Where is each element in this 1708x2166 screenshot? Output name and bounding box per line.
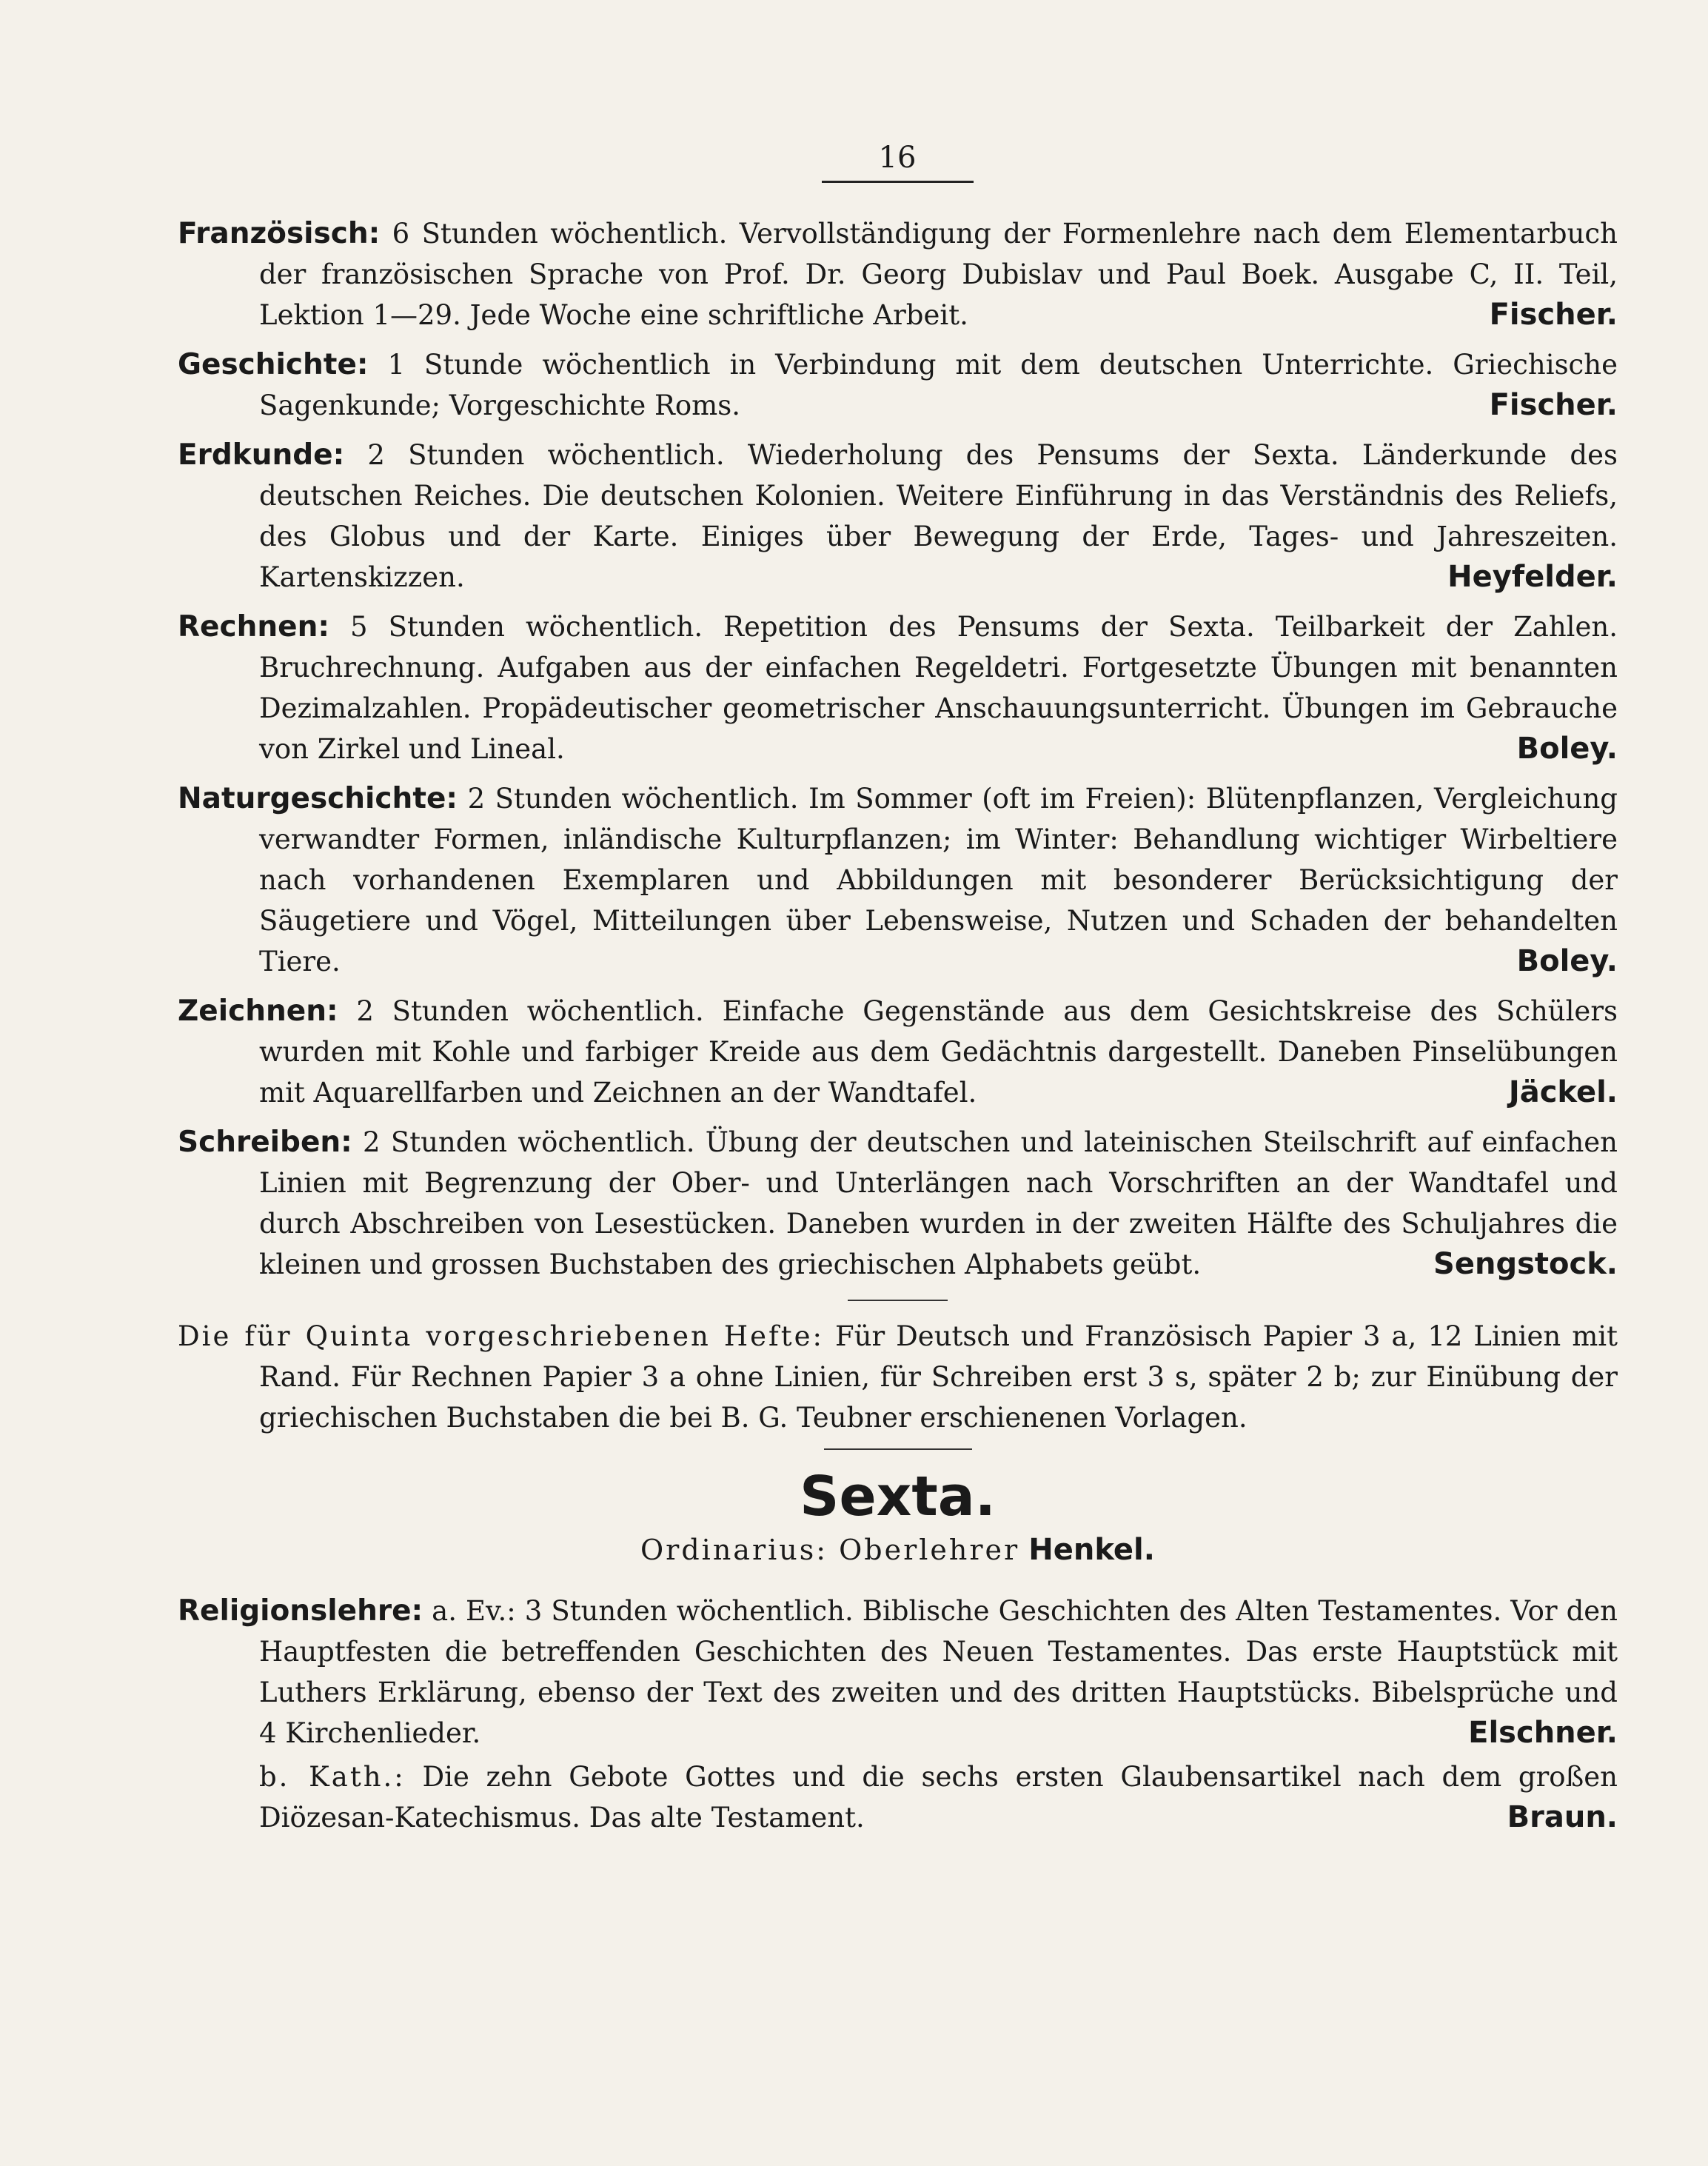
- subject-label: Rechnen:: [178, 610, 329, 644]
- ordinarius-line: [178, 1530, 1618, 1570]
- teacher-name: Sengstock.: [1433, 1247, 1618, 1281]
- entry-text: 2 Stunden wöchentlich. Einfache Gegenstände aus dem Gesichtskreise des Schülers wurden mit Kohle und farbiger Kreide aus dem Gedächtnis dargestellt. Daneben Pinselübungen mit Aquarellfarben und Zeichnen an der Wandtafel.: [259, 995, 1618, 1109]
- hefte-text: Für Deutsch und Französisch Papier 3 a, 12 Linien mit Rand. Für Rechnen Papier 3 a ohne Linien, für Schreiben erst 3 s, später 2 b; zur Einübung der griechischen Buchstaben die bei B. G. Teubner erschienenen Vorlagen.: [259, 1320, 1618, 1434]
- entry-naturgeschichte: [178, 778, 1618, 982]
- section-title: Sexta.: [800, 1465, 996, 1528]
- subject-label: Religionslehre:: [178, 1594, 423, 1628]
- entry-text: Die zehn Gebote Gottes und die sechs ersten Glaubensartikel nach dem großen Diözesan-Katechismus. Das alte Testament.: [259, 1761, 1618, 1834]
- hefte-note: [178, 1316, 1618, 1438]
- teacher-name: Fischer.: [1489, 388, 1618, 422]
- entry-zeichnen: [178, 991, 1618, 1113]
- subject-label: Französisch:: [178, 217, 381, 250]
- teacher-name: Fischer.: [1489, 298, 1618, 332]
- subject-label: Naturgeschichte:: [178, 782, 458, 815]
- entry-text: 3 Stunden wöchentlich. Biblische Geschichten des Alten Testamentes. Vor den Hauptfesten die betreffenden Geschichten des Neuen Testamentes. Das erste Hauptstück mit Luthers Erklärung, ebenso der Text des zweiten und des dritten Hauptstücks. Bibelsprüche und 4 Kirchenlieder.: [259, 1595, 1618, 1749]
- ordinarius-name: Henkel.: [1028, 1533, 1155, 1567]
- section-divider: [824, 1448, 972, 1450]
- entry-text: 2 Stunden wöchentlich. Übung der deutschen und lateinischen Steilschrift auf einfachen Linien mit Begrenzung der Ober- und Unterlängen nach Vorschriften an der Wandtafel und durch Abschreiben von Lesestücken. Daneben wurden in der zweiten Hälfte des Schuljahres die kleinen und grossen Buchstaben des griechischen Alphabets geübt.: [259, 1126, 1618, 1280]
- entry-erdkunde: [178, 435, 1618, 598]
- entry-text: 1 Stunde wöchentlich in Verbindung mit dem deutschen Unterrichte. Griechische Sagenkunde; Vorgeschichte Roms.: [259, 349, 1618, 421]
- entry-text: 6 Stunden wöchentlich. Vervollständigung der Formenlehre nach dem Elementarbuch der französischen Sprache von Prof. Dr. Georg Dubislav und Paul Boek. Ausgabe C, II. Teil, Lektion 1—29. Jede Woche eine schriftliche Arbeit.: [259, 218, 1618, 331]
- entry-religion-kath: [178, 1756, 1618, 1838]
- subject-label: Erdkunde:: [178, 438, 345, 472]
- entry-rechnen: [178, 606, 1618, 769]
- section-divider: [848, 1300, 948, 1301]
- teacher-name: Heyfelder.: [1447, 560, 1618, 594]
- teacher-name: Boley.: [1516, 732, 1618, 766]
- header-rule: [822, 181, 974, 183]
- teacher-name: Boley.: [1516, 944, 1618, 978]
- teacher-name: Elschner.: [1468, 1716, 1618, 1750]
- ev-label: a. Ev.:: [432, 1595, 516, 1627]
- entry-text: 2 Stunden wöchentlich. Im Sommer (oft im Freien): Blütenpflanzen, Vergleichung verwandter Formen, inländische Kulturpflanzen; im Winter: Behandlung wichtiger Wirbeltiere nach vorhandenen Exemplaren und Abbildungen mit besonderer Berücksichtigung der Säugetiere und Vögel, Mitteilungen über Lebensweise, Nutzen und Schaden der behandelten Tiere.: [259, 783, 1618, 977]
- entry-text: 2 Stunden wöchentlich. Wiederholung des Pensums der Sexta. Länderkunde des deutschen Reiches. Die deutschen Kolonien. Weitere Einführung in das Verständnis des Reliefs, des Globus und der Karte. Einiges über Bewegung der Erde, Tages- und Jahreszeiten. Kartenskizzen.: [259, 439, 1618, 593]
- subject-label: Geschichte:: [178, 348, 369, 381]
- page-number: 16: [878, 141, 917, 175]
- body-text: [178, 213, 1618, 1838]
- entry-franzoesisch: [178, 213, 1618, 335]
- entry-geschichte: [178, 344, 1618, 426]
- teacher-name: Braun.: [1507, 1800, 1618, 1834]
- subject-label: Zeichnen:: [178, 995, 338, 1028]
- entry-schreiben: [178, 1122, 1618, 1285]
- ordinarius-label: Ordinarius: Oberlehrer: [640, 1534, 1020, 1566]
- entry-religionslehre: [178, 1591, 1618, 1754]
- subject-label: Schreiben:: [178, 1126, 352, 1159]
- kath-label: b. Kath.:: [259, 1761, 406, 1793]
- teacher-name: Jäckel.: [1508, 1075, 1618, 1109]
- hefte-lead: Die für Quinta vorgeschriebenen Hefte:: [178, 1320, 824, 1352]
- entry-text: 5 Stunden wöchentlich. Repetition des Pensums der Sexta. Teilbarkeit der Zahlen. Bruchrechnung. Aufgaben aus der einfachen Regeldetri. Fortgesetzte Übungen mit benannten Dezimalzahlen. Propädeutischer geometrischer Anschauungsunterricht. Übungen im Gebrauche von Zirkel und Lineal.: [259, 611, 1618, 765]
